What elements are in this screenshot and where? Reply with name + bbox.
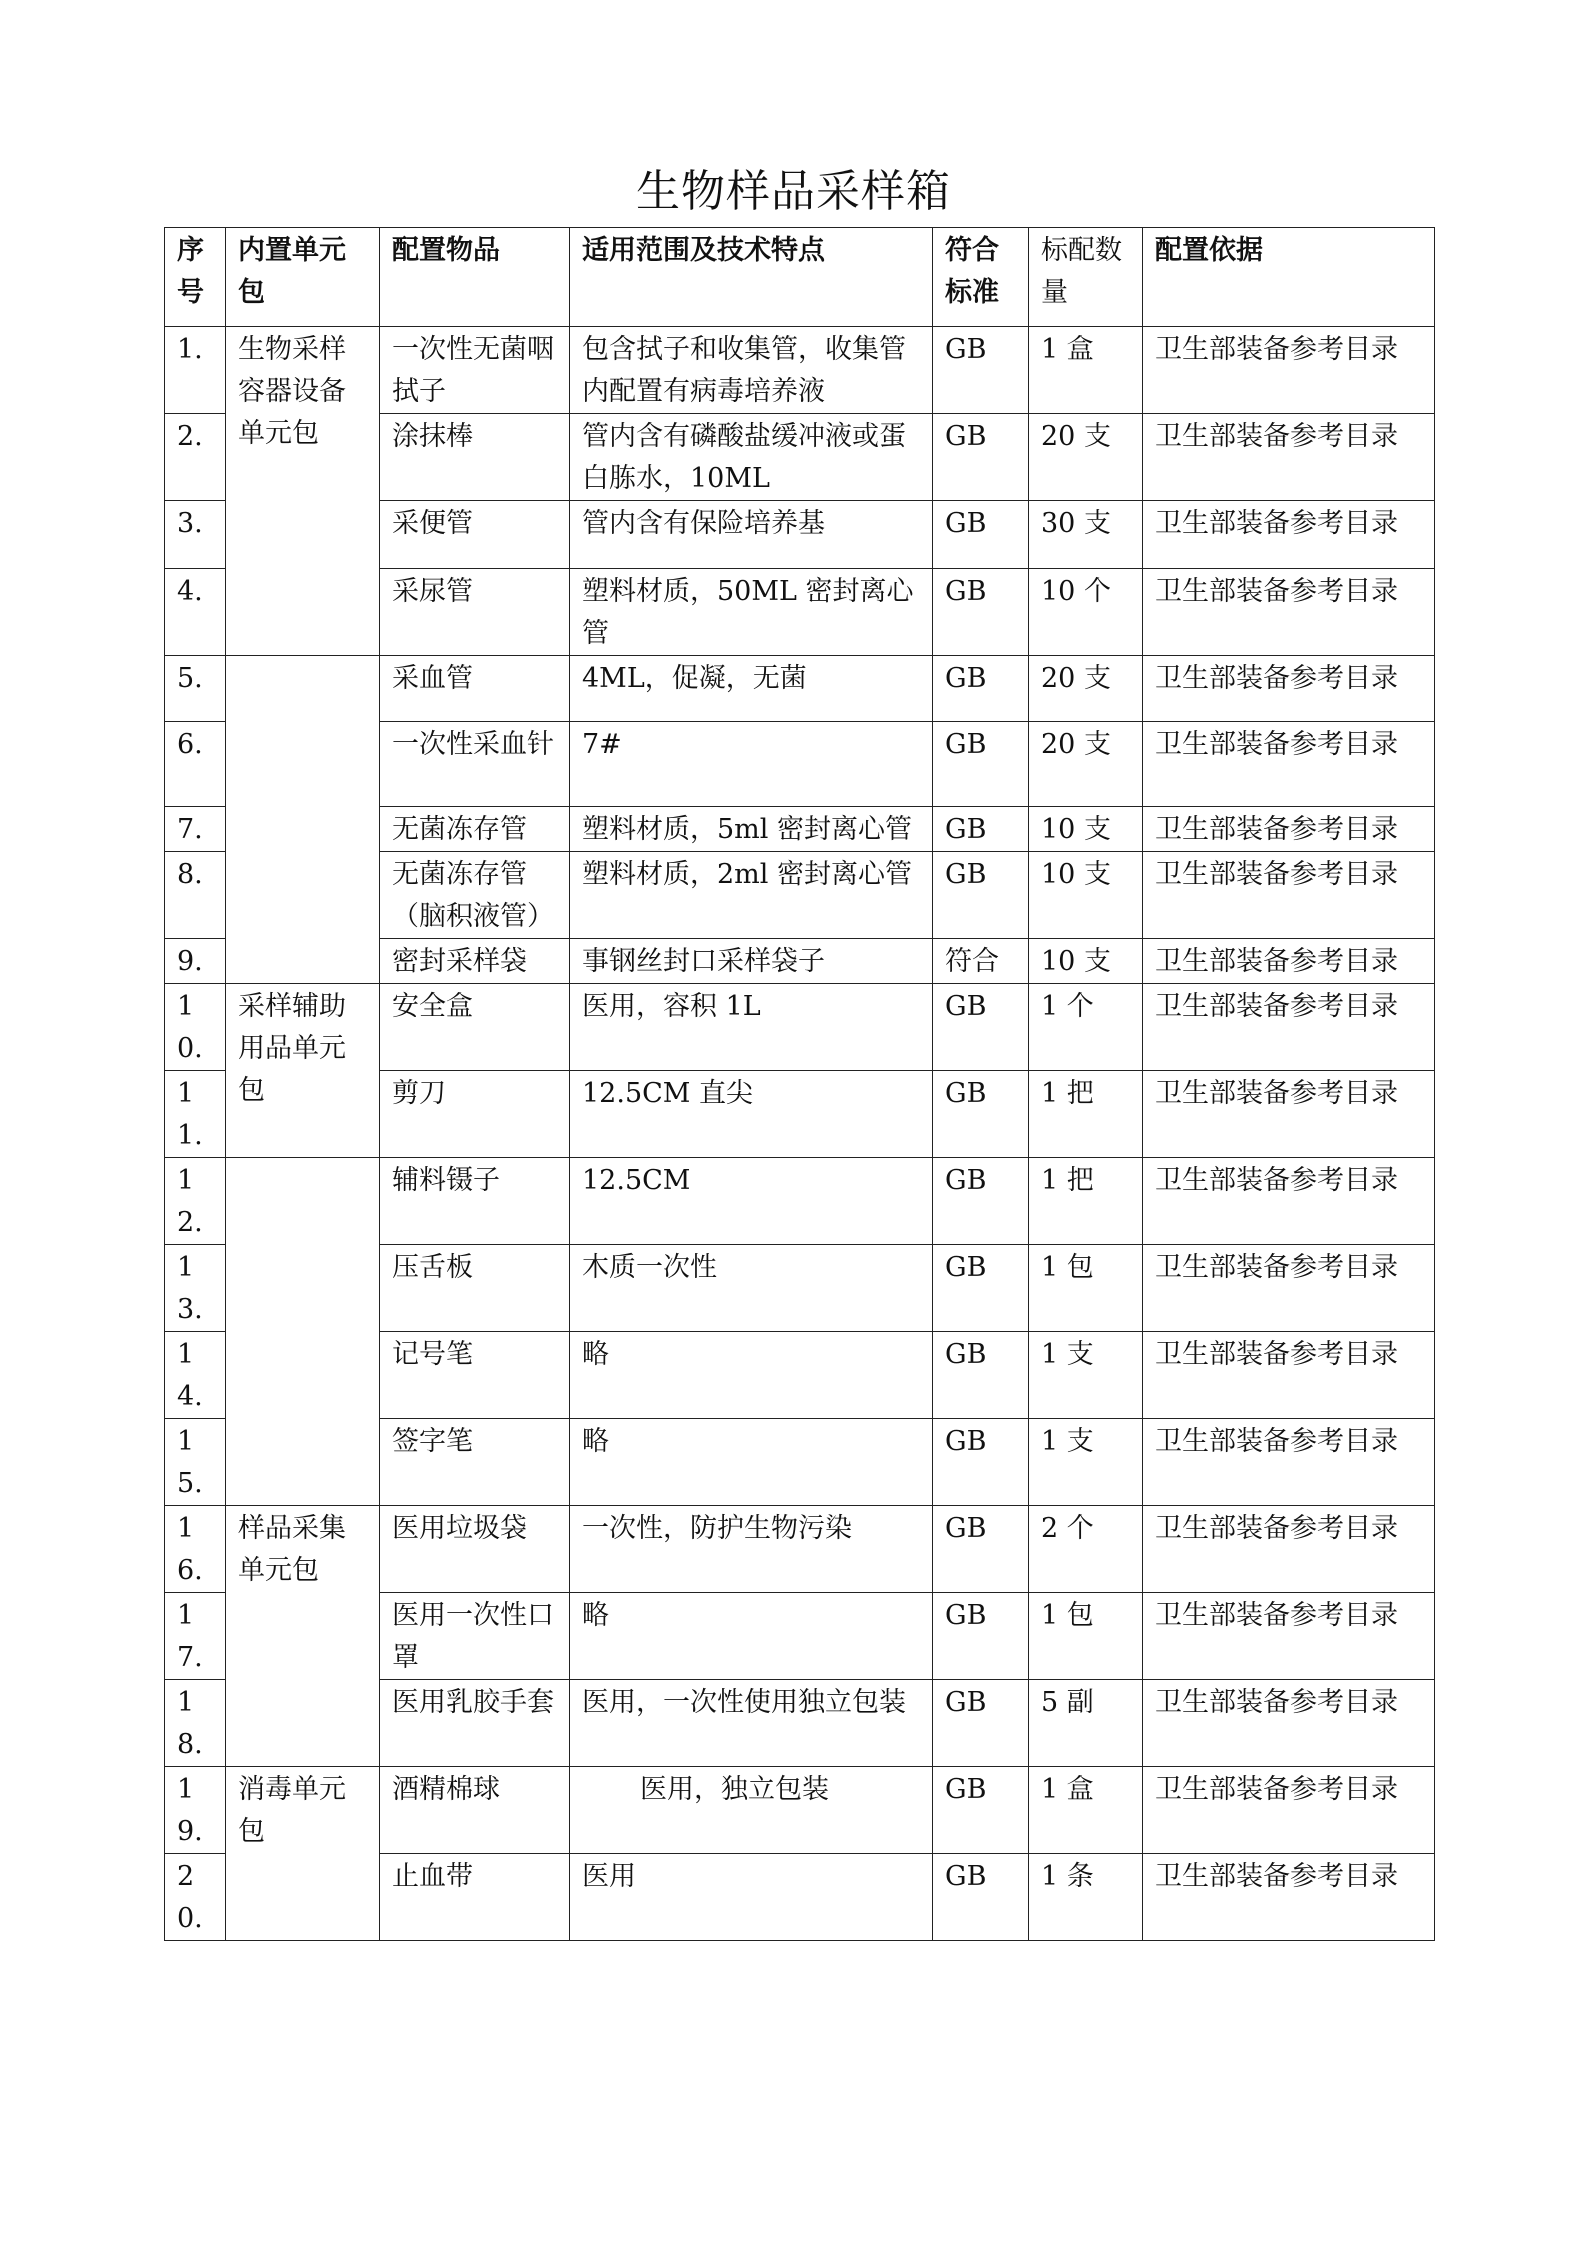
standard-cell: GB [933, 1158, 1029, 1245]
header-no: 序号 [165, 228, 226, 327]
item-cell: 涂抹棒 [380, 414, 570, 501]
standard-cell: GB [933, 807, 1029, 852]
basis-cell: 卫生部装备参考目录 [1143, 327, 1435, 414]
basis-cell: 卫生部装备参考目录 [1143, 1332, 1435, 1419]
row-number: 20. [165, 1854, 226, 1941]
item-cell: 无菌冻存管（脑积液管） [380, 852, 570, 939]
standard-cell: GB [933, 1245, 1029, 1332]
row-number: 10. [165, 984, 226, 1071]
table-row [165, 984, 1435, 1071]
basis-cell: 卫生部装备参考目录 [1143, 1767, 1435, 1854]
description-cell: 医用 [570, 1854, 933, 1941]
item-cell: 无菌冻存管 [380, 807, 570, 852]
table-row [165, 1158, 1435, 1245]
item-cell: 医用一次性口罩 [380, 1593, 570, 1680]
row-number: 6. [165, 722, 226, 807]
row-number: 18. [165, 1680, 226, 1767]
item-cell: 医用乳胶手套 [380, 1680, 570, 1767]
quantity-cell: 1 把 [1029, 1158, 1143, 1245]
row-number: 5. [165, 656, 226, 722]
quantity-cell: 1 支 [1029, 1332, 1143, 1419]
row-number: 11. [165, 1071, 226, 1158]
description-cell: 4ML，促凝，无菌 [570, 656, 933, 722]
item-cell: 压舌板 [380, 1245, 570, 1332]
description-cell: 略 [570, 1332, 933, 1419]
quantity-cell: 1 包 [1029, 1593, 1143, 1680]
quantity-cell: 1 把 [1029, 1071, 1143, 1158]
header-quantity: 标配数量 [1029, 228, 1143, 327]
basis-cell: 卫生部装备参考目录 [1143, 807, 1435, 852]
item-cell: 酒精棉球 [380, 1767, 570, 1854]
item-cell: 记号笔 [380, 1332, 570, 1419]
standard-cell: GB [933, 1593, 1029, 1680]
basis-cell: 卫生部装备参考目录 [1143, 852, 1435, 939]
quantity-cell: 1 个 [1029, 984, 1143, 1071]
standard-cell: GB [933, 1071, 1029, 1158]
quantity-cell: 20 支 [1029, 414, 1143, 501]
quantity-cell: 2 个 [1029, 1506, 1143, 1593]
row-number: 19. [165, 1767, 226, 1854]
description-cell: 医用，容积 1L [570, 984, 933, 1071]
row-number: 9. [165, 939, 226, 984]
basis-cell: 卫生部装备参考目录 [1143, 501, 1435, 569]
basis-cell: 卫生部装备参考目录 [1143, 984, 1435, 1071]
item-cell: 医用垃圾袋 [380, 1506, 570, 1593]
standard-cell: GB [933, 852, 1029, 939]
quantity-cell: 20 支 [1029, 722, 1143, 807]
standard-cell: GB [933, 984, 1029, 1071]
description-cell: 略 [570, 1419, 933, 1506]
item-cell: 密封采样袋 [380, 939, 570, 984]
quantity-cell: 10 支 [1029, 939, 1143, 984]
basis-cell: 卫生部装备参考目录 [1143, 1854, 1435, 1941]
quantity-cell: 20 支 [1029, 656, 1143, 722]
row-number: 2. [165, 414, 226, 501]
header-standard: 符合标准 [933, 228, 1029, 327]
description-cell: 12.5CM 直尖 [570, 1071, 933, 1158]
basis-cell: 卫生部装备参考目录 [1143, 1245, 1435, 1332]
unit-cell-empty [226, 656, 380, 984]
unit-cell: 生物采样容器设备单元包 [226, 327, 380, 656]
description-cell: 7# [570, 722, 933, 807]
basis-cell: 卫生部装备参考目录 [1143, 1419, 1435, 1506]
row-number: 1. [165, 327, 226, 414]
header-description: 适用范围及技术特点 [570, 228, 933, 327]
basis-cell: 卫生部装备参考目录 [1143, 1158, 1435, 1245]
row-number: 8. [165, 852, 226, 939]
quantity-cell: 10 支 [1029, 852, 1143, 939]
description-cell: 管内含有磷酸盐缓冲液或蛋白胨水，10ML [570, 414, 933, 501]
basis-cell: 卫生部装备参考目录 [1143, 656, 1435, 722]
standard-cell: GB [933, 1419, 1029, 1506]
standard-cell: GB [933, 1680, 1029, 1767]
quantity-cell: 1 盒 [1029, 327, 1143, 414]
row-number: 4. [165, 569, 226, 656]
unit-cell: 样品采集单元包 [226, 1506, 380, 1767]
row-number: 13. [165, 1245, 226, 1332]
item-cell: 采血管 [380, 656, 570, 722]
quantity-cell: 1 支 [1029, 1419, 1143, 1506]
unit-cell-empty [226, 1158, 380, 1506]
item-cell: 一次性无菌咽拭子 [380, 327, 570, 414]
description-cell: 医用，独立包装 [570, 1767, 933, 1854]
item-cell: 一次性采血针 [380, 722, 570, 807]
table-header-row [165, 228, 1435, 327]
description-cell: 一次性，防护生物污染 [570, 1506, 933, 1593]
item-cell: 采便管 [380, 501, 570, 569]
table-row [165, 1506, 1435, 1593]
basis-cell: 卫生部装备参考目录 [1143, 1506, 1435, 1593]
item-cell: 签字笔 [380, 1419, 570, 1506]
quantity-cell: 10 个 [1029, 569, 1143, 656]
standard-cell: GB [933, 414, 1029, 501]
description-cell: 包含拭子和收集管，收集管内配置有病毒培养液 [570, 327, 933, 414]
description-cell: 木质一次性 [570, 1245, 933, 1332]
item-cell: 止血带 [380, 1854, 570, 1941]
item-cell: 辅料镊子 [380, 1158, 570, 1245]
item-cell: 安全盒 [380, 984, 570, 1071]
description-cell: 12.5CM [570, 1158, 933, 1245]
table-row [165, 656, 1435, 722]
quantity-cell: 30 支 [1029, 501, 1143, 569]
standard-cell: GB [933, 1854, 1029, 1941]
description-cell: 略 [570, 1593, 933, 1680]
standard-cell: GB [933, 1332, 1029, 1419]
description-cell: 塑料材质，50ML 密封离心管 [570, 569, 933, 656]
basis-cell: 卫生部装备参考目录 [1143, 1680, 1435, 1767]
description-cell: 塑料材质，5ml 密封离心管 [570, 807, 933, 852]
description-cell: 管内含有保险培养基 [570, 501, 933, 569]
row-number: 17. [165, 1593, 226, 1680]
standard-cell: GB [933, 327, 1029, 414]
basis-cell: 卫生部装备参考目录 [1143, 1593, 1435, 1680]
standard-cell: 符合 [933, 939, 1029, 984]
row-number: 15. [165, 1419, 226, 1506]
basis-cell: 卫生部装备参考目录 [1143, 939, 1435, 984]
row-number: 7. [165, 807, 226, 852]
header-basis: 配置依据 [1143, 228, 1435, 327]
description-cell: 塑料材质，2ml 密封离心管 [570, 852, 933, 939]
row-number: 3. [165, 501, 226, 569]
basis-cell: 卫生部装备参考目录 [1143, 1071, 1435, 1158]
row-number: 14. [165, 1332, 226, 1419]
basis-cell: 卫生部装备参考目录 [1143, 414, 1435, 501]
quantity-cell: 10 支 [1029, 807, 1143, 852]
row-number: 16. [165, 1506, 226, 1593]
quantity-cell: 5 副 [1029, 1680, 1143, 1767]
unit-cell: 消毒单元包 [226, 1767, 380, 1941]
table-row [165, 1767, 1435, 1854]
item-cell: 剪刀 [380, 1071, 570, 1158]
unit-cell: 采样辅助用品单元包 [226, 984, 380, 1158]
quantity-cell: 1 盒 [1029, 1767, 1143, 1854]
quantity-cell: 1 包 [1029, 1245, 1143, 1332]
standard-cell: GB [933, 656, 1029, 722]
item-cell: 采尿管 [380, 569, 570, 656]
equipment-table [164, 227, 1435, 1941]
header-item: 配置物品 [380, 228, 570, 327]
standard-cell: GB [933, 501, 1029, 569]
description-cell: 医用，一次性使用独立包装 [570, 1680, 933, 1767]
standard-cell: GB [933, 1506, 1029, 1593]
standard-cell: GB [933, 722, 1029, 807]
row-number: 12. [165, 1158, 226, 1245]
quantity-cell: 1 条 [1029, 1854, 1143, 1941]
basis-cell: 卫生部装备参考目录 [1143, 569, 1435, 656]
header-unit: 内置单元包 [226, 228, 380, 327]
standard-cell: GB [933, 1767, 1029, 1854]
page-title: 生物样品采样箱 [636, 166, 951, 217]
standard-cell: GB [933, 569, 1029, 656]
table-row [165, 327, 1435, 414]
description-cell: 事钢丝封口采样袋子 [570, 939, 933, 984]
basis-cell: 卫生部装备参考目录 [1143, 722, 1435, 807]
